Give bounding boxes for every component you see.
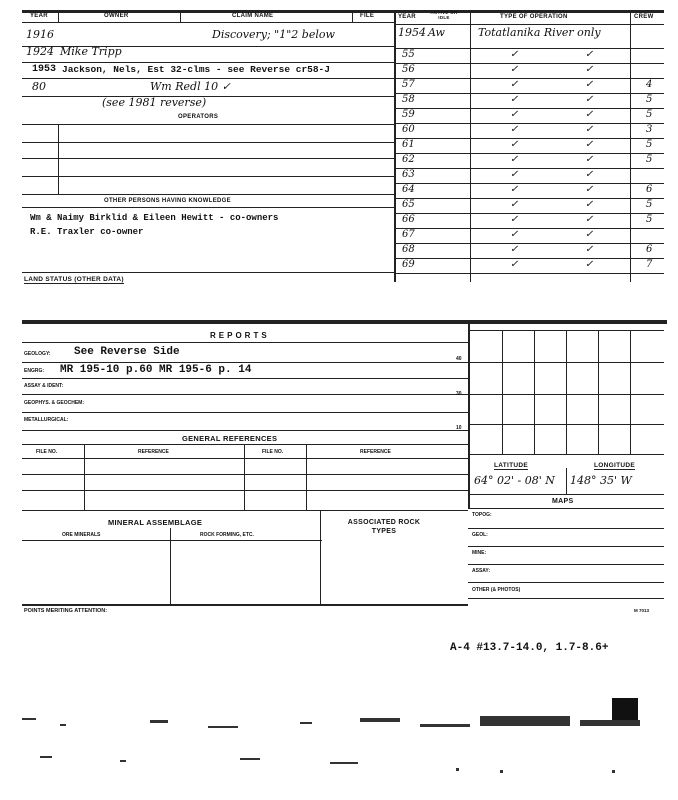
activity-row-crew: 5 xyxy=(646,109,653,120)
col-owner-header: OWNER xyxy=(104,13,129,19)
ditto-checkmark: ✓ xyxy=(585,94,594,105)
latitude-value: 64° 02' - 08' N xyxy=(474,474,555,487)
col-year-header: YEAR xyxy=(30,13,48,19)
activity-row-year: 63 xyxy=(402,169,415,180)
ditto-checkmark: ✓ xyxy=(510,64,519,75)
ditto-checkmark: ✓ xyxy=(510,124,519,135)
ditto-checkmark: ✓ xyxy=(585,169,594,180)
reports-title: REPORTS xyxy=(210,331,270,340)
ditto-checkmark: ✓ xyxy=(585,49,594,60)
ditto-checkmark: ✓ xyxy=(510,169,519,180)
ditto-checkmark: ✓ xyxy=(510,139,519,150)
land-status-label: LAND STATUS (OTHER DATA) xyxy=(24,276,124,283)
activity-row-line xyxy=(394,93,664,94)
ditto-checkmark: ✓ xyxy=(585,139,594,150)
claim-row-year: 1916 xyxy=(26,28,54,41)
mineral-assemblage-heading: MINERAL ASSEMBLAGE xyxy=(108,518,203,527)
activity-row-line xyxy=(394,228,664,229)
ditto-checkmark: ✓ xyxy=(585,154,594,165)
claim-row-year: 80 xyxy=(32,80,46,93)
activity-row-year: 61 xyxy=(402,139,415,150)
activity-row-year: 68 xyxy=(402,244,415,255)
activity-row-crew: 5 xyxy=(646,139,653,150)
activity-row-crew: 3 xyxy=(646,124,653,135)
claim-row-entry: Mike Tripp xyxy=(60,45,122,58)
col-claim-name-header: CLAIM NAME xyxy=(232,13,274,19)
map-row-label: ASSAY: xyxy=(472,568,491,574)
activity-row-year: 55 xyxy=(402,49,415,60)
claim-row-note: (see 1981 reverse) xyxy=(102,96,207,109)
ore-minerals-header: ORE MINERALS xyxy=(62,532,101,538)
map-row-label: MINE: xyxy=(472,550,487,556)
claim-row-entry: Jackson, Nels, Est 32-clms - see Reverse cr58-J xyxy=(62,64,330,75)
associated-rock-types-header: ASSOCIATED ROCK TYPES xyxy=(347,519,421,535)
margin-number: 40 xyxy=(456,356,462,362)
activity-first-type: Totatlanika River only xyxy=(478,26,601,39)
activity-row-line xyxy=(394,63,664,64)
ditto-checkmark: ✓ xyxy=(510,109,519,120)
ditto-checkmark: ✓ xyxy=(510,199,519,210)
activity-year-header: YEAR xyxy=(398,14,416,20)
scan-noise xyxy=(0,712,678,784)
longitude-value: 148° 35' W xyxy=(570,474,632,487)
map-row-label: TOPOG: xyxy=(472,512,492,518)
ditto-checkmark: ✓ xyxy=(510,214,519,225)
other-persons-line: R.E. Traxler co-owner xyxy=(30,227,144,237)
activity-row-line xyxy=(394,198,664,199)
maps-heading: MAPS xyxy=(552,498,574,505)
activity-row-year: 62 xyxy=(402,154,415,165)
activity-row-year: 56 xyxy=(402,64,415,75)
ditto-checkmark: ✓ xyxy=(585,214,594,225)
margin-number: 10 xyxy=(456,425,462,431)
rock-forming-header: ROCK FORMING, ETC. xyxy=(200,532,254,538)
activity-row-line xyxy=(394,213,664,214)
ditto-checkmark: ✓ xyxy=(585,64,594,75)
activity-row-year: 57 xyxy=(402,79,415,90)
ditto-checkmark: ✓ xyxy=(510,184,519,195)
activity-row-year: 60 xyxy=(402,124,415,135)
general-references-heading: GENERAL REFERENCES xyxy=(182,434,278,443)
activity-row-line xyxy=(394,168,664,169)
claim-row-entry: Wm Redl 10 ✓ xyxy=(150,80,231,93)
ref-header: FILE NO. xyxy=(262,449,284,455)
ref-header: FILE NO. xyxy=(36,449,58,455)
activity-row-line xyxy=(394,78,664,79)
activity-row-year: 69 xyxy=(402,259,415,270)
activity-row-line xyxy=(394,108,664,109)
activity-row-line xyxy=(394,183,664,184)
activity-type-header: TYPE OF OPERATION xyxy=(500,14,568,20)
points-meriting-label: POINTS MERITING ATTENTION: xyxy=(24,608,108,614)
ditto-checkmark: ✓ xyxy=(585,79,594,90)
activity-row-year: 59 xyxy=(402,109,415,120)
ditto-checkmark: ✓ xyxy=(510,94,519,105)
ditto-checkmark: ✓ xyxy=(510,229,519,240)
ditto-checkmark: ✓ xyxy=(510,244,519,255)
ref-header: REFERENCE xyxy=(138,449,169,455)
ditto-checkmark: ✓ xyxy=(585,184,594,195)
ditto-checkmark: ✓ xyxy=(585,124,594,135)
activity-row-crew: 4 xyxy=(646,79,653,90)
claim-row-entry: Discovery; "1"2 below xyxy=(212,28,335,41)
activity-row-year: 66 xyxy=(402,214,415,225)
activity-first-status: Aw xyxy=(428,26,445,39)
ditto-checkmark: ✓ xyxy=(585,229,594,240)
operators-heading: OPERATORS xyxy=(178,114,219,120)
ditto-checkmark: ✓ xyxy=(510,49,519,60)
engrg-value: MR 195-10 p.60 MR 195-6 p. 14 xyxy=(60,364,252,376)
engrg-label: ENGRG: xyxy=(24,368,44,374)
activity-row-year: 67 xyxy=(402,229,415,240)
activity-row-crew: 5 xyxy=(646,94,653,105)
ditto-checkmark: ✓ xyxy=(510,154,519,165)
claim-row-year: 1953 xyxy=(32,64,57,75)
other-persons-line: Wm & Naimy Birklid & Eileen Hewitt - co-owners xyxy=(30,213,279,223)
activity-row-line xyxy=(394,153,664,154)
activity-row-crew: 5 xyxy=(646,154,653,165)
geology-value: See Reverse Side xyxy=(74,346,180,358)
ditto-checkmark: ✓ xyxy=(510,79,519,90)
activity-row-crew: 7 xyxy=(646,259,653,270)
activity-crew-header: CREW xyxy=(634,14,654,20)
longitude-label: LONGITUDE xyxy=(594,462,635,469)
activity-row-crew: 5 xyxy=(646,199,653,210)
activity-row-crew: 6 xyxy=(646,184,653,195)
activity-row-line xyxy=(394,258,664,259)
activity-row-year: 65 xyxy=(402,199,415,210)
geology-label: GEOLOGY: xyxy=(24,351,51,357)
ditto-checkmark: ✓ xyxy=(585,109,594,120)
map-row-label: OTHER (& PHOTOS) xyxy=(472,587,521,593)
col-file-header: FILE xyxy=(360,13,375,19)
activity-row-crew: 6 xyxy=(646,244,653,255)
geophys-label: GEOPHYS. & GEOCHEM: xyxy=(24,400,85,406)
ditto-checkmark: ✓ xyxy=(585,244,594,255)
activity-row-line xyxy=(394,243,664,244)
metallurgical-label: METALLURGICAL: xyxy=(24,417,69,423)
activity-row-year: 64 xyxy=(402,184,415,195)
assay-label: ASSAY & IDENT: xyxy=(24,383,64,389)
ditto-checkmark: ✓ xyxy=(585,259,594,270)
ditto-checkmark: ✓ xyxy=(510,259,519,270)
activity-row-line xyxy=(394,123,664,124)
activity-row-line xyxy=(394,273,664,274)
activity-row-year: 58 xyxy=(402,94,415,105)
margin-number: 30 xyxy=(456,391,462,397)
claim-row-year: 1924 xyxy=(26,45,54,58)
activity-row-crew: 5 xyxy=(646,214,653,225)
activity-row-line xyxy=(394,138,664,139)
map-reference-note: A-4 #13.7-14.0, 1.7-8.6+ xyxy=(450,642,609,654)
activity-first-year: 1954 xyxy=(398,26,426,39)
map-row-label: GEOL: xyxy=(472,532,488,538)
ditto-checkmark: ✓ xyxy=(585,199,594,210)
activity-active-idle-header: ACTIVE OR IDLE xyxy=(430,10,458,20)
form-number: M 7013 xyxy=(634,608,650,613)
ref-header: REFERENCE xyxy=(360,449,391,455)
other-persons-heading: OTHER PERSONS HAVING KNOWLEDGE xyxy=(104,198,231,204)
latitude-label: LATITUDE xyxy=(494,462,529,469)
